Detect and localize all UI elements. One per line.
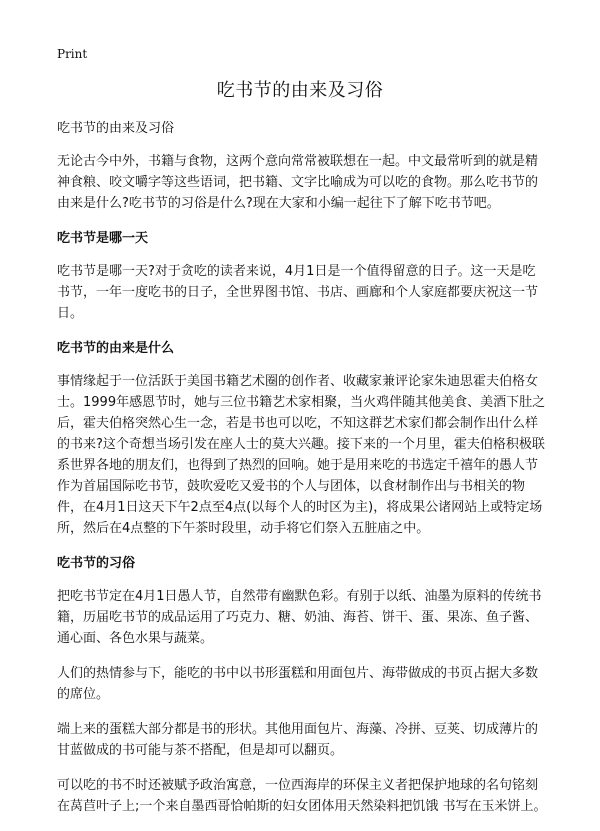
section-customs-paragraph-2: 人们的热情参与下，能吃的书中以书形蛋糕和用面包片、海带做成的书页占据大多数的席位。: [57, 666, 539, 702]
section-customs-paragraph-3: 端上来的蛋糕大部分都是书的形状。其他用面包片、海藻、冷拼、豆荚、切成薄片的甘蓝做成的书可能与茶不搭配，但是却可以翻页。: [57, 722, 539, 758]
section-date-paragraph: 吃书节是哪一天?对于贪吃的读者来说，4月1日是一个值得留意的日子。这一天是吃书节，一年一度吃书的日子，全世界图书馆、书店、画廊和个人家庭都要庆祝这一节日。: [57, 264, 539, 321]
section-heading-origin: 吃书节的由来是什么: [57, 341, 175, 356]
section-customs-paragraph-1: 把吃书节定在4月1日愚人节，自然带有幽默色彩。有别于以纸、油墨为原料的传统书籍，历届吃书节的成品运用了巧克力、糖、奶油、海苔、饼干、蛋、果冻、鱼子酱、通心面、各色水果与蔬菜。: [57, 589, 542, 646]
print-link[interactable]: Print: [57, 47, 88, 61]
article-subtitle: 吃书节的由来及习俗: [57, 121, 175, 136]
section-heading-customs: 吃书节的习俗: [57, 556, 136, 571]
page-title: 吃书节的由来及习俗: [216, 80, 384, 101]
section-heading-date: 吃书节是哪一天: [57, 231, 149, 246]
article-content: [57, 118, 547, 831]
intro-paragraph: 无论古今中外，书籍与食物，这两个意向常常被联想在一起。中文最常听到的就是精神食粮、咬文嚼字等这些语词，把书籍、文字比喻成为可以吃的食物。那么吃书节的由来是什么?吃书节的习俗是什么?现在大家和小编一起往下了解下吃书节吧。: [57, 154, 539, 211]
section-customs-paragraph-4: 可以吃的书不时还被赋予政治寓意，一位西海岸的环保主义者把保护地球的名句铭刻在莴苣叶子上;一个来自墨西哥恰帕斯的妇女团体用天然染料把饥饿 书写在玉米饼上。: [57, 778, 547, 814]
section-origin-paragraph: 事情缘起于一位活跃于美国书籍艺术圈的创作者、收藏家兼评论家朱迪思霍夫伯格女士。1999年感恩节时，她与三位书籍艺术家相聚，当火鸡伴随其他美食、美酒下肚之后，霍夫伯格突然心生一念，若是书也可以吃，不知这群艺术家们都会制作出什么样的书来?这个奇想当场引发在座人士的莫大兴趣。接下来的一个月里，霍夫伯格积极联系世界各地的朋友们，也得到了热烈的回响。她于是用来吃的书选定千禧年的愚人节作为首届国际吃书节，鼓吹爱吃又爱书的个人与团体，以食材制作出与书相关的物件，在4月1日这天下午2点至4点(以每个人的时区为主)，将成果公诸网站上或特定场所，然后在4点整的下午茶时段里，动手将它们祭入五脏庙之中。: [57, 374, 546, 536]
